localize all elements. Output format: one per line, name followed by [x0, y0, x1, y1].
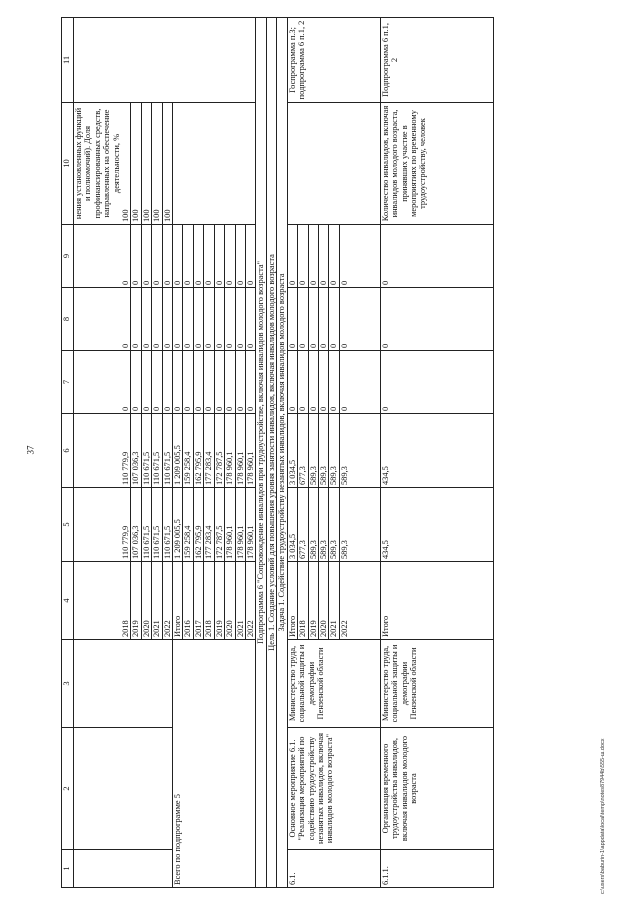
value-cell: 110 671,5: [152, 414, 162, 488]
col-header-9: 9: [62, 225, 74, 288]
value-cell: 162 795,9: [193, 488, 203, 562]
value-cell: 0: [319, 351, 329, 414]
value-cell: 0: [380, 288, 493, 351]
value-cell: 0: [131, 288, 141, 351]
goal-heading: Цель 1. Создание условий для повышения уровня занятости инвалидов, включая инвалидов молодого возраста: [266, 18, 277, 888]
value-cell: 107 036,3: [131, 488, 141, 562]
value-cell: 0: [339, 225, 380, 288]
value-cell: 434,5: [380, 414, 493, 488]
value-cell: 0: [204, 351, 214, 414]
value-cell: 0: [183, 288, 193, 351]
indicator-cell: [74, 103, 131, 225]
value-cell: 172 787,5: [214, 414, 224, 488]
rotated-table-wrapper: [61, 18, 601, 888]
value-cell: 177 283,4: [204, 488, 214, 562]
value-cell: 677,3: [298, 414, 308, 488]
source-reference: Подпрограмма 6 п.1, 2: [380, 18, 493, 103]
value-cell: 0: [183, 225, 193, 288]
value-cell: 434,5: [380, 488, 493, 562]
value-cell: 677,3: [298, 488, 308, 562]
value-cell: 0: [225, 351, 235, 414]
value-cell: 589,3: [308, 414, 318, 488]
subprogram-total-label: Всего по подпрограмме 5: [173, 640, 256, 888]
value-cell: 110 671,5: [141, 488, 151, 562]
col-header-11: 11: [62, 18, 74, 103]
value-cell: 589,3: [329, 414, 339, 488]
year-cell: 2021: [152, 562, 162, 640]
value-cell: 0: [214, 351, 224, 414]
activity-name: Основное мероприятие 6.1. "Реализация мероприятий по содействию трудоустройству незанятых инвалидов, включая инвалидов молодого возраста": [287, 728, 380, 850]
value-cell: 1 209 005,5: [173, 414, 183, 488]
value-cell: 0: [193, 288, 203, 351]
table-row: [380, 18, 493, 888]
value-cell: 0: [245, 351, 255, 414]
task-heading: Задача 1. Содействие трудоустройству незанятых инвалидов, включая инвалидов молодого возраста: [277, 18, 288, 888]
year-cell: Итого: [287, 562, 297, 640]
indicator-cell: Количество инвалидов, включая инвалидов молодого возраста, принявших участие в мероприятиях по временному трудоустройству, человек: [380, 103, 493, 225]
value-cell: 0: [287, 225, 297, 288]
value-cell: 177 283,4: [204, 414, 214, 488]
value-cell: 178 960,1: [225, 414, 235, 488]
value-cell: 0: [74, 351, 131, 414]
value-cell: 0: [74, 225, 131, 288]
year-cell: 2018: [204, 562, 214, 640]
value-cell: 0: [298, 288, 308, 351]
col-header-3: 3: [62, 640, 74, 728]
value-cell: 0: [74, 288, 131, 351]
value-cell: 0: [287, 351, 297, 414]
table-row: [277, 18, 288, 888]
page-number: 37: [25, 445, 36, 455]
executor: Министерство труда, социальной защиты и демографии Пензенской области: [287, 640, 380, 728]
program-table: [61, 17, 494, 888]
value-cell: 0: [308, 288, 318, 351]
value-cell: 159 258,4: [183, 414, 193, 488]
value-cell: 589,3: [339, 414, 380, 488]
value-cell: 162 795,9: [193, 414, 203, 488]
year-cell: 2021: [235, 562, 245, 640]
value-cell: 0: [298, 351, 308, 414]
value-cell: 0: [329, 288, 339, 351]
value-cell: 0: [152, 225, 162, 288]
value-cell: 1 209 005,5: [173, 488, 183, 562]
cell-empty: [173, 103, 256, 225]
value-cell: 0: [298, 225, 308, 288]
col-header-4: 4: [62, 562, 74, 640]
value-cell: 0: [308, 351, 318, 414]
col-header-6: 6: [62, 414, 74, 488]
value-cell: 0: [329, 351, 339, 414]
value-cell: 110 671,5: [141, 414, 151, 488]
value-cell: 178 960,1: [225, 488, 235, 562]
value-cell: 0: [339, 351, 380, 414]
value-cell: 159 258,4: [183, 488, 193, 562]
value-cell: 0: [162, 225, 172, 288]
col-header-1: 1: [62, 850, 74, 888]
value-cell: 0: [319, 225, 329, 288]
value-cell: 589,3: [339, 488, 380, 562]
value-cell: 0: [214, 288, 224, 351]
value-cell: 0: [235, 225, 245, 288]
value-cell: 0: [225, 288, 235, 351]
year-cell: 2020: [319, 562, 329, 640]
value-cell: 0: [204, 288, 214, 351]
col-header-5: 5: [62, 488, 74, 562]
value-cell: 100: [141, 103, 151, 225]
value-cell: 178 960,1: [245, 414, 255, 488]
row-number: 6.1.: [287, 850, 380, 888]
year-cell: 2022: [339, 562, 380, 640]
year-cell: 2021: [329, 562, 339, 640]
value-cell: 0: [225, 225, 235, 288]
value-cell: 0: [152, 288, 162, 351]
value-cell: 107 036,3: [131, 414, 141, 488]
cell-empty: [74, 18, 256, 103]
value-cell: 0: [308, 225, 318, 288]
year-cell: 2020: [141, 562, 151, 640]
value-cell: 0: [162, 288, 172, 351]
year-cell: 2019: [308, 562, 318, 640]
col-header-7: 7: [62, 351, 74, 414]
value-cell: 0: [173, 288, 183, 351]
value-cell: 0: [193, 225, 203, 288]
value-cell: 100: [162, 103, 172, 225]
activity-name: Организация временного трудоустройства инвалидов, включая инвалидов молодого возраста: [380, 728, 493, 850]
value-cell: 0: [141, 225, 151, 288]
year-cell: Итого: [380, 562, 493, 640]
year-cell: 2019: [131, 562, 141, 640]
value-cell: 110 671,5: [162, 488, 172, 562]
value-cell: 0: [380, 225, 493, 288]
table-row: [256, 18, 267, 888]
value-cell: 110 671,5: [162, 414, 172, 488]
value-cell: 0: [173, 351, 183, 414]
value-cell: 0: [141, 288, 151, 351]
value-cell: 0: [204, 225, 214, 288]
value-cell: 0: [245, 225, 255, 288]
value-cell: 0: [173, 225, 183, 288]
cell-empty: [74, 728, 173, 850]
table-row: [173, 18, 183, 888]
value-cell: 0: [287, 288, 297, 351]
value-cell: 0: [131, 225, 141, 288]
col-header-10: 10: [62, 103, 74, 225]
year-cell: 2018: [74, 562, 131, 640]
value-cell: 589,3: [319, 414, 329, 488]
file-path-footer: c:\users\baburin-1\appdata\local\temp\notes87944b\555-ш.docx: [600, 738, 606, 894]
cell-empty: [74, 640, 173, 728]
value-cell: 110 779,9: [74, 414, 131, 488]
year-cell: 2019: [214, 562, 224, 640]
value-cell: 172 787,5: [214, 488, 224, 562]
value-cell: 178 960,1: [245, 488, 255, 562]
source-reference: Госпрограмма п.3; подпрограмма 6 п.1, 2: [287, 18, 380, 103]
year-cell: 2016: [183, 562, 193, 640]
value-cell: 100: [152, 103, 162, 225]
executor: Министерство труда, социальной защиты и демографии Пензенской области: [380, 640, 493, 728]
value-cell: 0: [131, 351, 141, 414]
year-cell: 2022: [162, 562, 172, 640]
value-cell: 0: [152, 351, 162, 414]
value-cell: 0: [193, 351, 203, 414]
value-cell: 589,3: [308, 488, 318, 562]
year-cell: Итого: [173, 562, 183, 640]
value-cell: 0: [141, 351, 151, 414]
indicator-value: 100: [121, 209, 131, 222]
year-cell: 2020: [225, 562, 235, 640]
value-cell: 0: [162, 351, 172, 414]
value-cell: 3 034,5: [287, 414, 297, 488]
subprogram-heading: Подпрограмма 6 "Сопровождение инвалидов при трудоустройстве, включая инвалидов молодого возраста": [256, 18, 267, 888]
cell-empty: [287, 103, 380, 225]
value-cell: 0: [235, 351, 245, 414]
value-cell: 178 960,1: [235, 414, 245, 488]
table-row: [266, 18, 277, 888]
value-cell: 0: [214, 225, 224, 288]
value-cell: 589,3: [329, 488, 339, 562]
year-cell: 2018: [298, 562, 308, 640]
year-cell: 2017: [193, 562, 203, 640]
year-cell: 2022: [245, 562, 255, 640]
table-row: [74, 18, 131, 888]
value-cell: 100: [131, 103, 141, 225]
indicator-text: нения установленных функций и полномочий). Доля профинансированных средств, направленных на обеспечение деятельности, %: [74, 107, 121, 220]
table-row: [287, 18, 297, 888]
value-cell: 0: [183, 351, 193, 414]
value-cell: 0: [380, 351, 493, 414]
value-cell: 3 034,5: [287, 488, 297, 562]
col-header-8: 8: [62, 288, 74, 351]
value-cell: 178 960,1: [235, 488, 245, 562]
value-cell: 110 671,5: [152, 488, 162, 562]
col-header-2: 2: [62, 728, 74, 850]
value-cell: 0: [235, 288, 245, 351]
column-number-row: [62, 18, 74, 888]
value-cell: 0: [319, 288, 329, 351]
value-cell: 0: [329, 225, 339, 288]
row-number: 6.1.1.: [380, 850, 493, 888]
value-cell: 0: [339, 288, 380, 351]
value-cell: 110 779,9: [74, 488, 131, 562]
cell-empty: [74, 850, 173, 888]
value-cell: 0: [245, 288, 255, 351]
value-cell: 589,3: [319, 488, 329, 562]
